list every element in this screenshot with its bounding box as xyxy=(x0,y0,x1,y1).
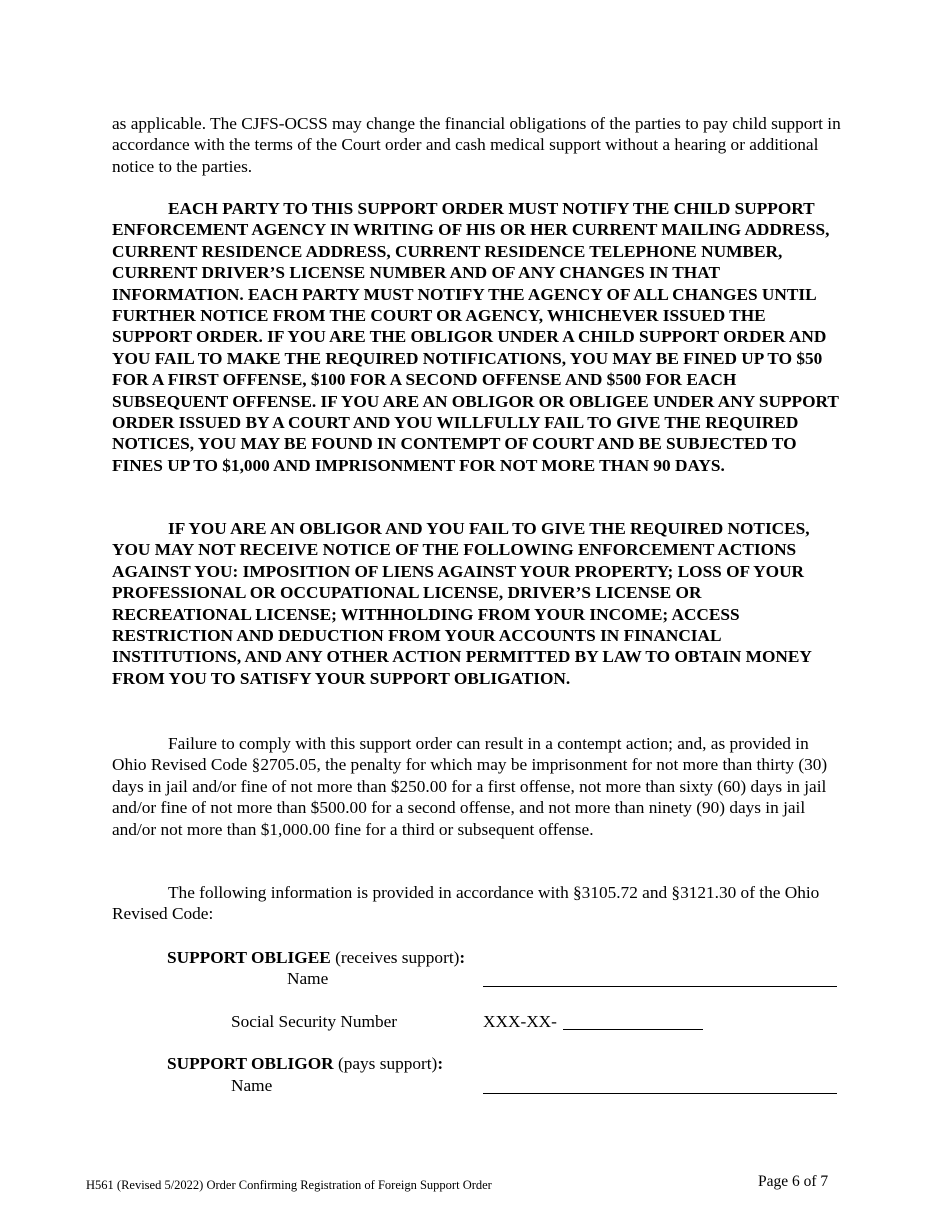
notify-agency-text: EACH PARTY TO THIS SUPPORT ORDER MUST NOTIFY THE CHILD SUPPORT ENFORCEMENT AGENCY IN WRITING OF HIS OR HER CURRENT MAILING ADDRESS, CURRENT RESIDENCE ADDRESS, CURRENT RESIDENCE TELEPHONE NUMBER, CURRENT DRIVER’S LICENSE NUMBER AND OF ANY CHANGES IN THAT INFORMATION. EACH PARTY MUST NOTIFY THE AGENCY OF ALL CHANGES UNTIL FURTHER NOTICE FROM THE COURT OR AGENCY, WHICHEVER ISSUED THE SUPPORT ORDER. IF YOU ARE THE OBLIGOR UNDER A CHILD SUPPORT ORDER AND YOU FAIL TO MAKE THE REQUIRED NOTIFICATIONS, YOU MAY BE FINED UP TO $50 FOR A FIRST OFFENSE, $100 FOR A SECOND OFFENSE AND $500 FOR EACH SUBSEQUENT OFFENSE. IF YOU ARE AN OBLIGOR OR OBLIGEE UNDER ANY SUPPORT ORDER ISSUED BY A COURT AND YOU WILLFULLY FAIL TO GIVE THE REQUIRED NOTICES, YOU MAY BE FOUND IN CONTEMPT OF COURT AND BE SUBJECTED TO FINES UP TO $1,000 AND IMPRISONMENT FOR NOT MORE THAN 90 DAYS. xyxy=(112,199,839,475)
obligor-heading-row xyxy=(167,1053,443,1074)
obligee-note: (receives support) xyxy=(330,948,460,967)
footer-form-id: H561 (Revised 5/2022) Order Confirming Registration of Foreign Support Order xyxy=(86,1178,492,1192)
footer-page-number: Page 6 of 7 xyxy=(758,1173,829,1190)
obligor-colon: : xyxy=(437,1054,444,1073)
paragraph-contempt-penalty xyxy=(112,733,842,840)
obligor-heading: SUPPORT OBLIGOR xyxy=(167,1054,334,1073)
obligor-name-field[interactable] xyxy=(483,1093,837,1094)
ssn-field[interactable] xyxy=(563,1029,703,1030)
obligee-name-label: Name xyxy=(287,969,329,988)
enforcement-actions-text: IF YOU ARE AN OBLIGOR AND YOU FAIL TO GIVE THE REQUIRED NOTICES, YOU MAY NOT RECEIVE NOTICE OF THE FOLLOWING ENFORCEMENT ACTIONS AGAINST YOU: IMPOSITION OF LIENS AGAINST YOUR PROPERTY; LOSS OF YOUR PROFESSIONAL OR OCCUPATIONAL LICENSE, DRIVER’S LICENSE OR RECREATIONAL LICENSE; WITHHOLDING FROM YOUR INCOME; ACCESS RESTRICTION AND DEDUCTION FROM YOUR ACCOUNTS IN FINANCIAL INSTITUTIONS, AND ANY OTHER ACTION PERMITTED BY LAW TO OBTAIN MONEY FROM YOU TO SATISFY YOUR SUPPORT OBLIGATION. xyxy=(112,519,812,688)
paragraph-cjfs-changes: as applicable. The CJFS-OCSS may change the financial obligations of the parties to pay child support in accordance with the terms of the Court order and cash medical support without a hearing or additional notice to the parties. xyxy=(112,114,841,176)
obligee-name-field[interactable] xyxy=(483,986,837,987)
paragraph-enforcement-actions-warning xyxy=(112,518,842,689)
ssn-label: Social Security Number xyxy=(231,1012,398,1031)
obligee-heading-row xyxy=(167,947,465,968)
paragraph-notify-agency-warning xyxy=(112,198,842,476)
obligee-heading: SUPPORT OBLIGEE xyxy=(167,948,331,967)
obligor-name-label: Name xyxy=(231,1076,273,1095)
obligor-note: (pays support) xyxy=(333,1054,438,1073)
revised-code-info-text: The following information is provided in accordance with §3105.72 and §3121.30 of the Ohio Revised Code: xyxy=(112,883,820,924)
obligee-colon: : xyxy=(459,948,466,967)
contempt-penalty-text: Failure to comply with this support order can result in a contempt action; and, as provided in Ohio Revised Code §2705.05, the penalty for which may be imprisonment for not more than thirty (30) days in jail and/or fine of not more than $250.00 for a first offense, not more than sixty (60) days in jail and/or fine of not more than $500.00 for a second offense, and not more than ninety (90) days in jail and/or not more than $1,000.00 fine for a third or subsequent offense. xyxy=(112,734,828,839)
paragraph-revised-code-info xyxy=(112,882,842,925)
ssn-prefix: XXX-XX- xyxy=(483,1012,557,1031)
